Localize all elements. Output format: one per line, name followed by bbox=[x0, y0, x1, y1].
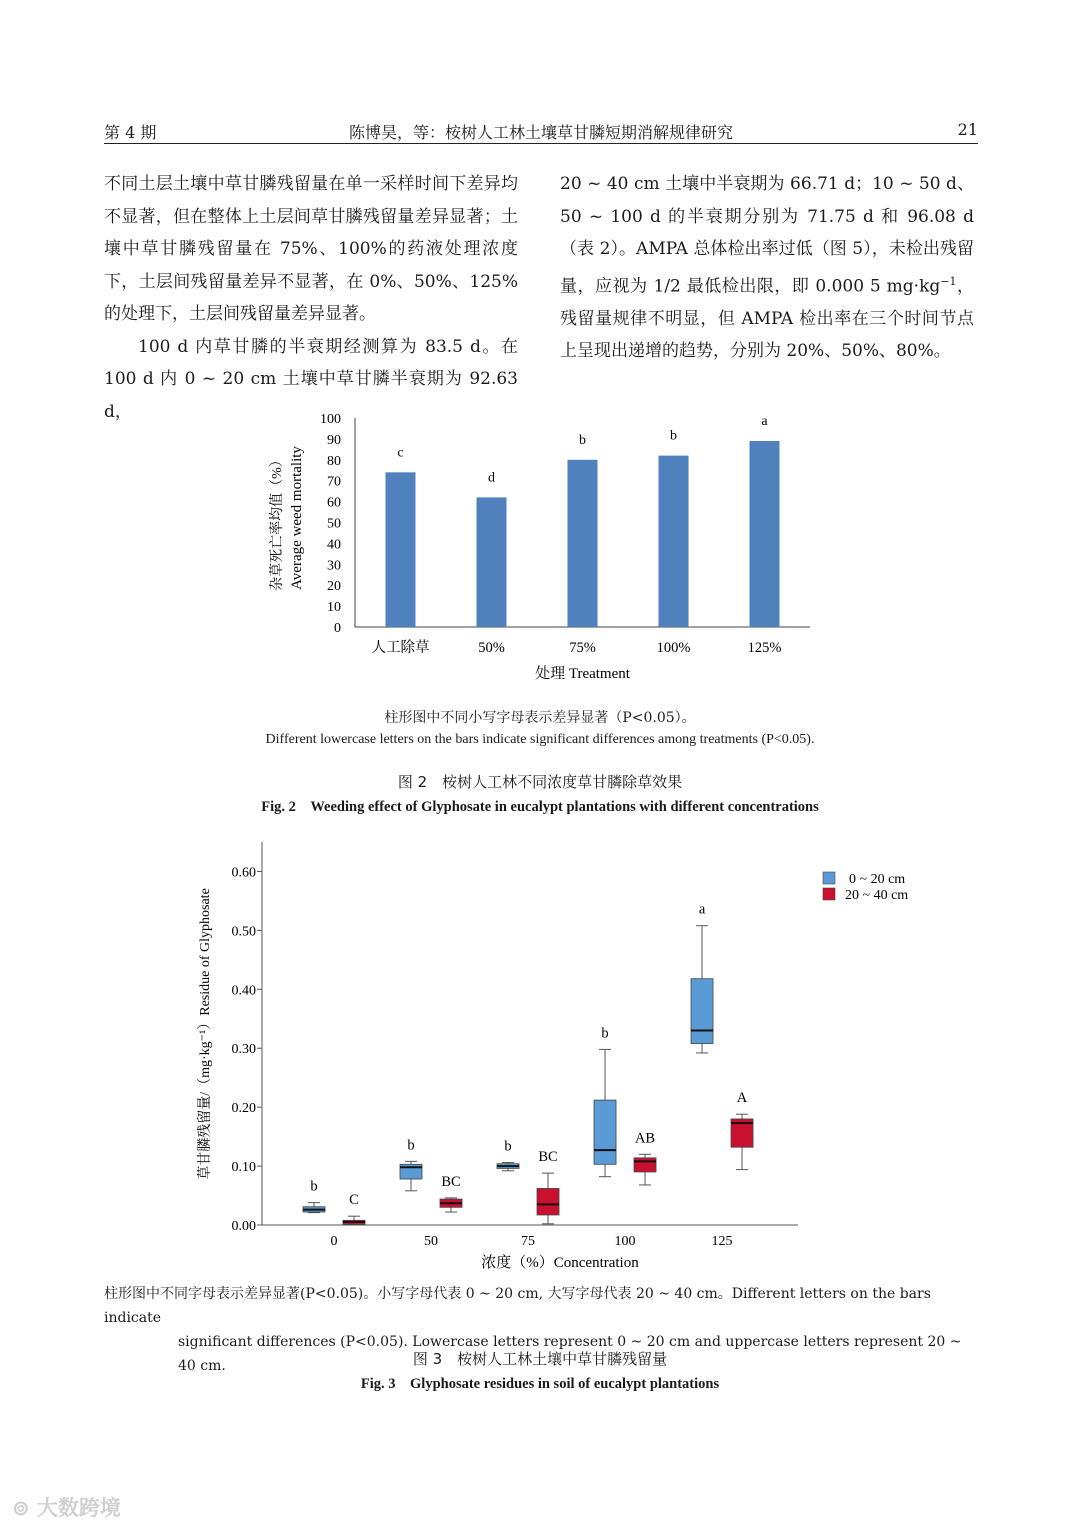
x-tick-label: 75 bbox=[521, 1234, 536, 1249]
box bbox=[537, 1188, 559, 1215]
y-tick-label: 0.50 bbox=[231, 924, 256, 940]
y-tick-label: 10 bbox=[327, 600, 341, 616]
significance-letter: BC bbox=[538, 1149, 558, 1166]
y-tick-label: 90 bbox=[327, 432, 341, 448]
y-axis-title-en: Average weed mortality bbox=[289, 446, 305, 590]
significance-letter: b bbox=[670, 428, 677, 444]
issue-number: 第 4 期 bbox=[104, 123, 157, 142]
significance-letter: b bbox=[504, 1138, 512, 1155]
legend-label: 20 ~ 40 cm bbox=[845, 888, 909, 903]
y-tick-label: 0.40 bbox=[231, 983, 256, 999]
y-tick-label: 60 bbox=[327, 495, 341, 511]
significance-letter: b bbox=[310, 1178, 318, 1195]
y-tick-label: 0.30 bbox=[231, 1042, 256, 1058]
x-tick-label: 50 bbox=[424, 1234, 439, 1249]
watermark-logo: ⊚ 大数跨境 bbox=[12, 1496, 121, 1520]
y-axis-title-cn: 杂草死亡率均值（%） bbox=[270, 453, 285, 591]
significance-letter: AB bbox=[634, 1130, 656, 1147]
legend-swatch bbox=[823, 888, 835, 900]
paragraph: 不同土层土壤中草甘膦残留量在单一采样时间下差异均不显著，但在整体上土层间草甘膦残留量差异显著；土壤中草甘膦残留量在 75%、100%的药液处理浓度下，土层间残留量差异不显著，在 0%、50%、125%的处理下，土层间残留量差异显著。 bbox=[104, 174, 518, 324]
superscript: −1 bbox=[940, 274, 957, 288]
x-tick-label: 0 bbox=[330, 1234, 338, 1249]
y-tick-label: 30 bbox=[327, 558, 341, 574]
significance-letter: A bbox=[736, 1090, 748, 1107]
fig3-note-line2: significant differences (P<0.05). Lowercase letters represent 0 ~ 20 cm and uppercase letters represent 20 ~ 40 cm. bbox=[178, 1334, 962, 1374]
significance-letter: a bbox=[761, 413, 768, 429]
x-axis-title: 浓度（%）Concentration bbox=[481, 1255, 639, 1271]
y-tick-label: 0.00 bbox=[231, 1219, 256, 1234]
page-number: 21 bbox=[957, 120, 978, 139]
y-tick-label: 100 bbox=[320, 412, 341, 427]
fig2-caption-cn: 图 2 桉树人工林不同浓度草甘膦除草效果 bbox=[397, 773, 683, 791]
box bbox=[691, 979, 713, 1044]
y-tick-label: 40 bbox=[327, 537, 341, 553]
y-axis-title: 草甘膦残留量/（mg·kg⁻¹）Residue of Glyphosate bbox=[198, 888, 213, 1180]
significance-letter: BC bbox=[441, 1173, 461, 1190]
y-tick-label: 0.20 bbox=[231, 1101, 256, 1117]
y-tick-label: 0.10 bbox=[231, 1160, 256, 1176]
box bbox=[594, 1100, 616, 1164]
x-tick-label: 125% bbox=[747, 640, 782, 656]
bar bbox=[477, 497, 507, 627]
fig2-bar-chart bbox=[0, 0, 1080, 700]
significance-letter: b bbox=[407, 1137, 415, 1154]
significance-letter: d bbox=[488, 470, 495, 486]
significance-letter: C bbox=[349, 1192, 359, 1209]
watermark-text: 大数跨境 bbox=[36, 1496, 121, 1520]
legend-label: 0 ~ 20 cm bbox=[849, 872, 906, 887]
fig3-box-plot bbox=[0, 830, 1080, 1280]
box bbox=[634, 1158, 656, 1172]
fig3-caption-en: Fig. 3 Glyphosate residues in soil of eucalypt plantations bbox=[360, 1376, 720, 1392]
y-tick-label: 0.60 bbox=[231, 865, 256, 881]
y-tick-label: 0 bbox=[334, 621, 341, 636]
x-axis-title: 处理 Treatment bbox=[535, 666, 630, 682]
bar bbox=[568, 460, 598, 627]
fig2-caption-en: Fig. 2 Weeding effect of Glyphosate in eucalypt plantations with different concentrations bbox=[261, 799, 819, 815]
fig3-caption-cn: 图 3 桉树人工林土壤中草甘膦残留量 bbox=[412, 1350, 668, 1368]
fig3-note-line1: 柱形图中不同字母表示差异显著(P<0.05)。小写字母代表 0 ~ 20 cm, 大写字母代表 20 ~ 40 cm。Different letters on the bars indicate bbox=[104, 1286, 931, 1326]
significance-letter: c bbox=[397, 445, 404, 461]
y-tick-label: 80 bbox=[327, 453, 341, 469]
fig2-note-cn: 柱形图中不同小写字母表示差异显著（P<0.05）。 bbox=[384, 710, 696, 726]
bar bbox=[386, 472, 416, 627]
x-tick-label: 75% bbox=[569, 640, 596, 656]
x-tick-label: 50% bbox=[478, 640, 505, 656]
y-tick-label: 20 bbox=[327, 579, 341, 595]
bar bbox=[750, 441, 780, 627]
fig2-note-en: Different lowercase letters on the bars indicate significant differences among treatments (P<0.05). bbox=[265, 732, 815, 747]
bar bbox=[659, 456, 689, 627]
significance-letter: a bbox=[698, 901, 706, 918]
paragraph-part: ，残留量规律不明显，但 AMPA 检出率在三个时间节点上呈现出递增的趋势，分别为 20%、50%、80%。 bbox=[560, 276, 975, 362]
running-title: 陈博昊，等：桉树人工林土壤草甘膦短期消解规律研究 bbox=[348, 123, 733, 142]
significance-letter: b bbox=[601, 1025, 609, 1042]
x-tick-label: 125 bbox=[711, 1234, 733, 1249]
paragraph-part: 20 ~ 40 cm 土壤中半衰期为 66.71 d；10 ~ 50 d、50 ~ 100 d 的半衰期分别为 71.75 d 和 96.08 d（表 2）。AMPA 总体检出率过低（图 5），未检出残留量，应视为 1/2 最低检出限，即 0.000 5 mg·kg bbox=[560, 174, 974, 297]
legend-swatch bbox=[823, 872, 835, 884]
x-tick-label: 100% bbox=[656, 640, 691, 656]
x-tick-label: 人工除草 bbox=[371, 640, 430, 656]
x-tick-label: 100 bbox=[614, 1234, 636, 1249]
y-tick-label: 70 bbox=[327, 474, 341, 490]
y-tick-label: 50 bbox=[327, 516, 341, 532]
significance-letter: b bbox=[579, 432, 586, 448]
paragraph: 100 d 内草甘膦的半衰期经测算为 83.5 d。在 100 d 内 0 ~ 20 cm 土壤中草甘膦半衰期为 92.63 d， bbox=[104, 336, 518, 422]
